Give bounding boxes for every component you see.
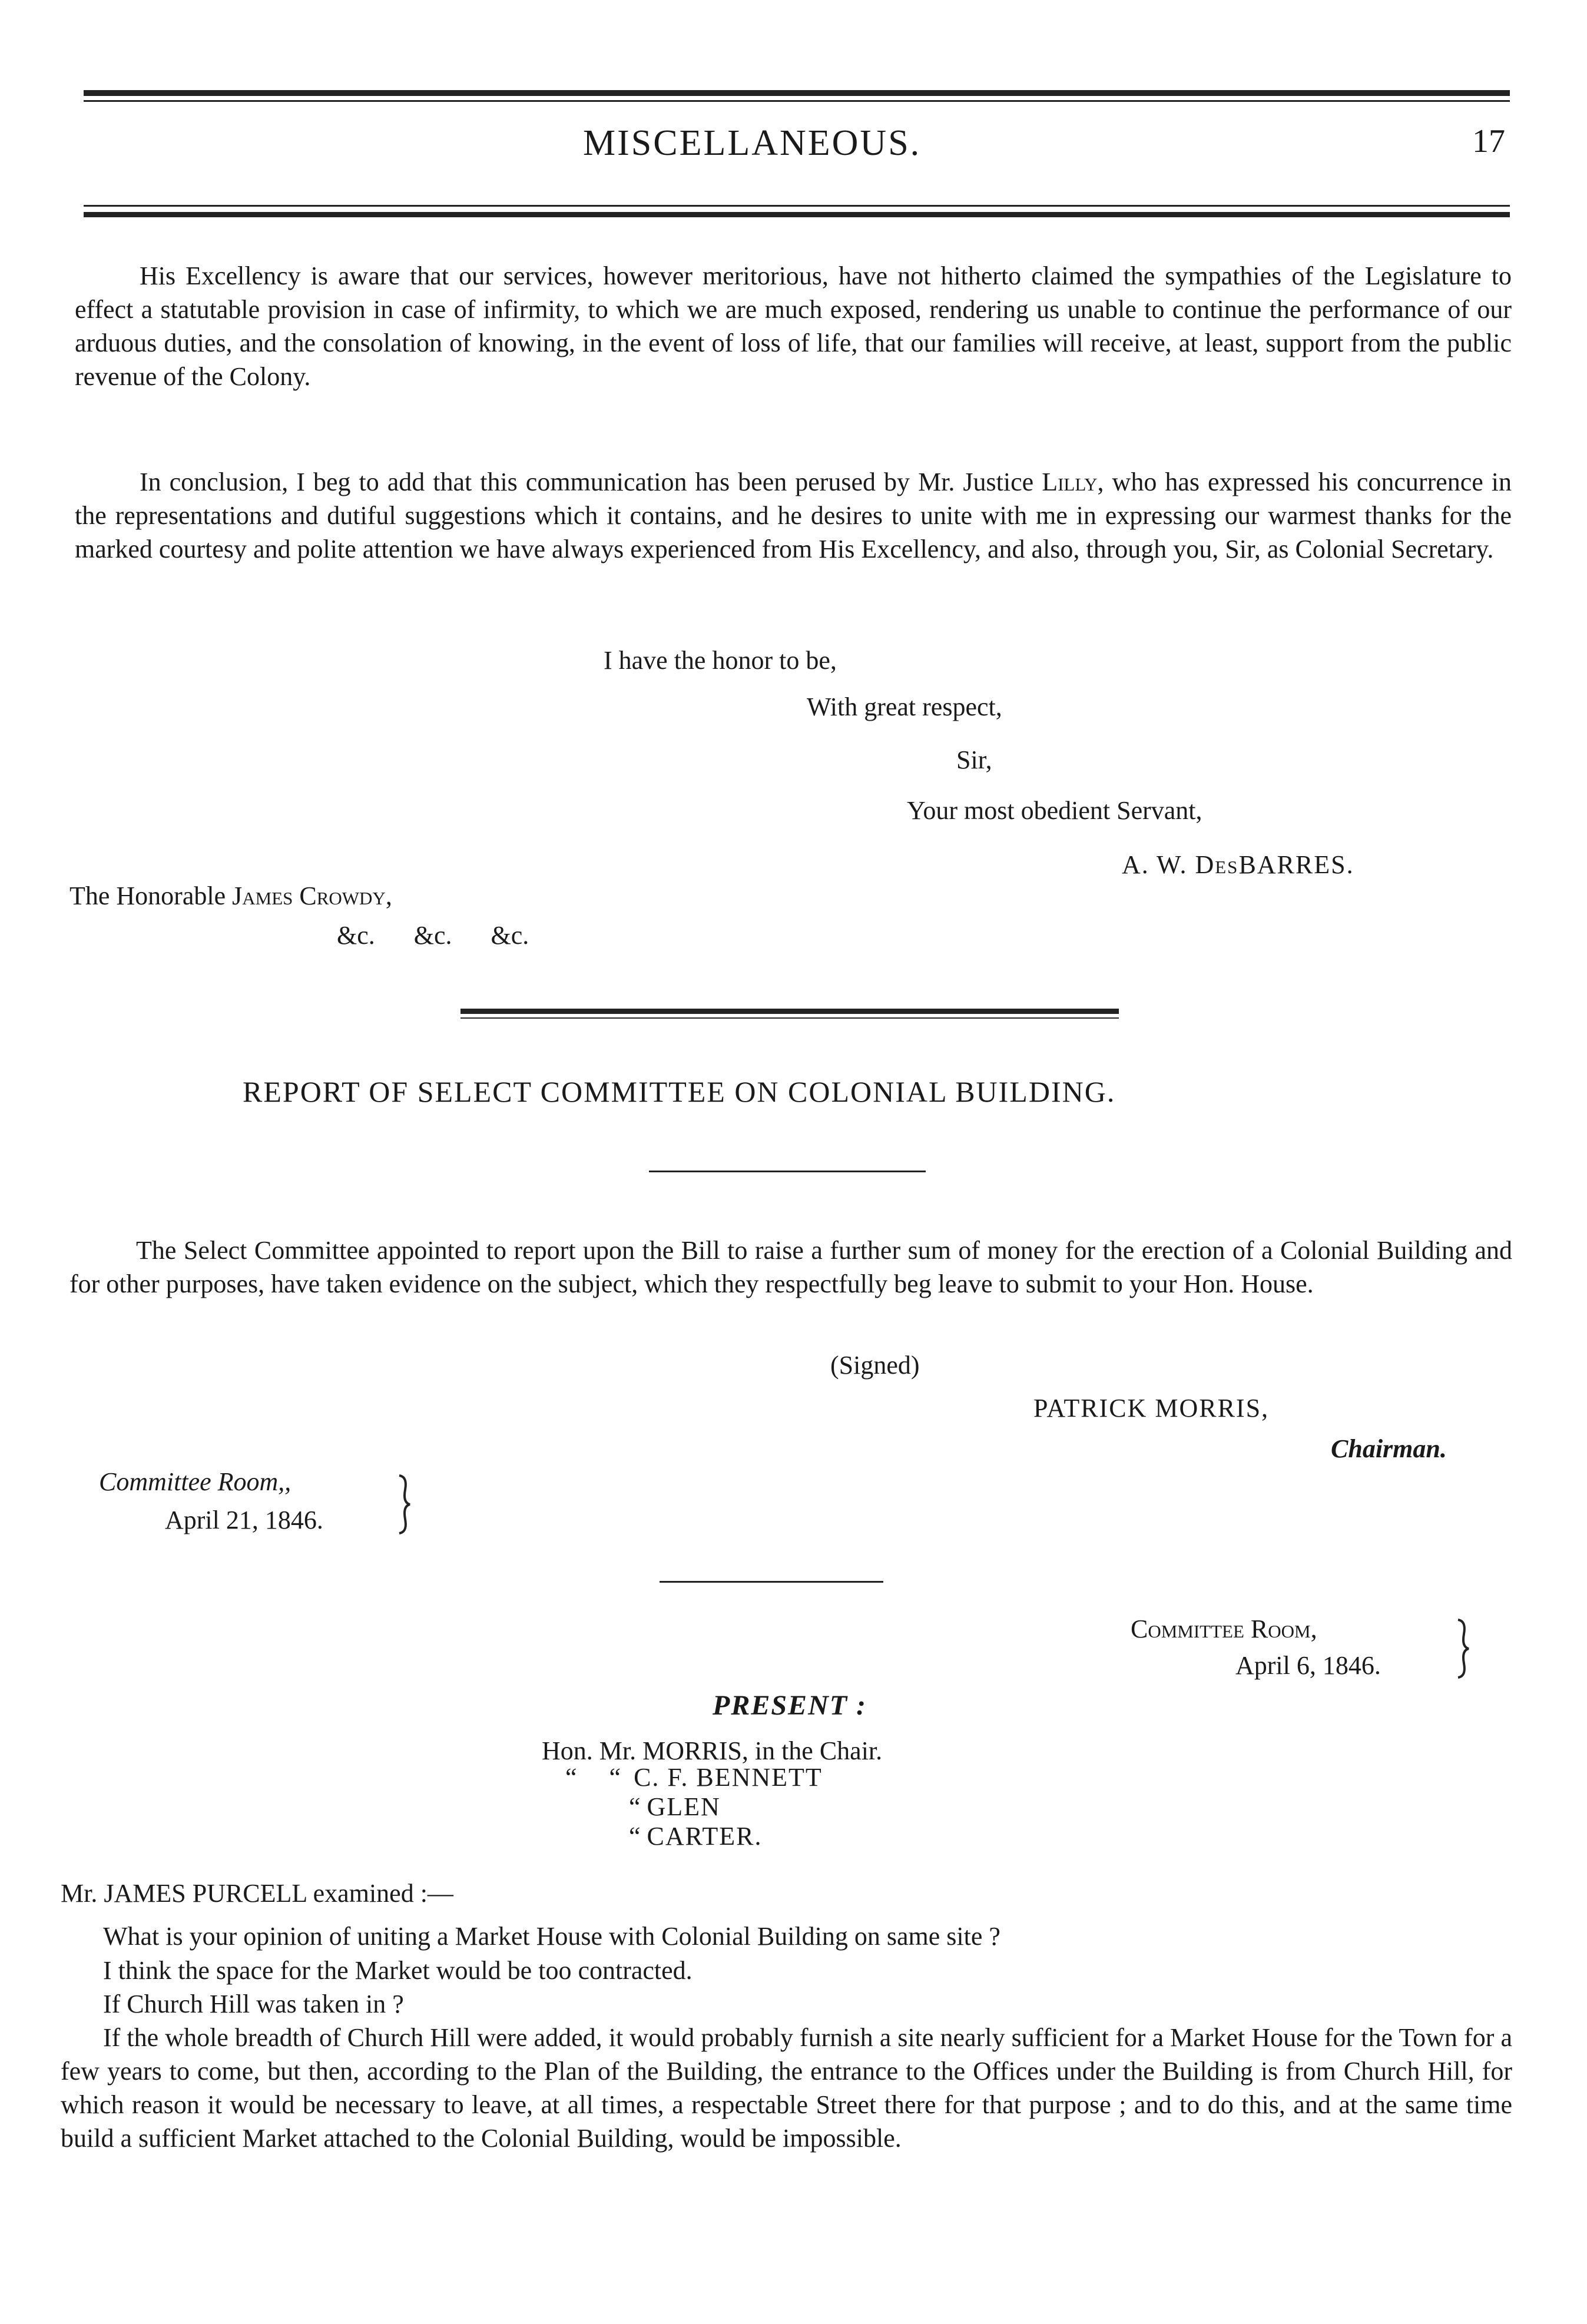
top-rule-thick	[84, 90, 1510, 96]
answer-1: I think the space for the Market would be too contracted.	[103, 1956, 693, 1985]
letter-paragraph-2	[75, 465, 1512, 566]
minutes-divider	[660, 1581, 883, 1583]
report-date-brace	[396, 1472, 413, 1537]
report-signer: PATRICK MORRIS,	[1033, 1394, 1270, 1423]
closing-line-2: With great respect,	[807, 692, 1002, 721]
section-divider-thick	[460, 1009, 1119, 1014]
answer-2: If the whole breadth of Church Hill were added, it would probably furnish a site nearly sufficient for a Market House for the Town for a few years to come, but then, according to the Plan of the Building, the entrance to the Offices under the Building is from Church Hill, for which reason it would be necessary to leave, at all times, a respectable Street there for that purpose ; and to do this, and at the same time build a sufficient Market attached to the Colonial Building, would be impossible.	[61, 2023, 1512, 2153]
closing-line-4: Your most obedient Servant,	[907, 796, 1202, 825]
present-member-4: “ CARTER.	[629, 1822, 763, 1851]
addressee: The Honorable James Crowdy,	[69, 881, 392, 910]
header-rule-thin	[84, 205, 1510, 207]
justice-name: Lilly	[1042, 468, 1098, 496]
report-body: The Select Committee appointed to report upon the Bill to raise a further sum of money for the erection of a Colonial Building and for other purposes, have taken evidence on the subject, which they respectfully beg leave to submit to your Hon. House.	[69, 1236, 1512, 1298]
letter-signature: A. W. DesBARRES.	[1122, 850, 1354, 879]
minutes-room: Committee Room,	[1131, 1614, 1317, 1643]
present-member-2: “ “ C. F. BENNETT	[565, 1763, 823, 1792]
top-rule-thin	[84, 100, 1510, 102]
page-title: MISCELLANEOUS.	[583, 123, 922, 163]
report-heading-underline	[649, 1171, 926, 1172]
report-heading: REPORT OF SELECT COMMITTEE ON COLONIAL BUILDING.	[243, 1075, 1116, 1108]
question-1: What is your opinion of uniting a Market House with Colonial Building on same site ?	[103, 1922, 1000, 1951]
paragraph-2-end: , who has expressed his concurrence in the representations and dutiful suggestions which it contains, and he desires to unite with me in expressing our warmest thanks for the marked courtesy and polite attention we have always experienced from His Excellency, and also, through you, Sir, as Colonial Secretary.	[75, 468, 1512, 563]
closing-line-3: Sir,	[956, 745, 992, 774]
present-member-1: Hon. Mr. MORRIS, in the Chair.	[542, 1736, 883, 1765]
closing-line-1: I have the honor to be,	[604, 646, 837, 675]
report-signed: (Signed)	[830, 1351, 920, 1380]
report-date: April 21, 1846.	[165, 1506, 323, 1534]
letter-paragraph-1: His Excellency is aware that our services, however meritorious, have not hitherto claimed the sympathies of the Legislature to effect a statutable provision in case of infirmity, to which we are much exposed, rendering us unable to continue the performance of our arduous duties, and the consolation of knowing, in the event of loss of life, that our families will receive, at least, support from the public revenue of the Colony.	[75, 261, 1512, 391]
report-signer-title: Chairman.	[1331, 1434, 1447, 1463]
page-number: 17	[1472, 123, 1505, 160]
witness-line: Mr. JAMES PURCELL examined :—	[61, 1879, 453, 1908]
question-2: If Church Hill was taken in ?	[103, 1990, 404, 2018]
paragraph-2-start: In conclusion, I beg to add that this communication has been perused by Mr. Justice	[140, 468, 1034, 496]
header-rule-thick	[84, 212, 1510, 217]
addressee-etc: &c. &c. &c.	[337, 921, 529, 950]
section-divider-thin	[460, 1017, 1119, 1019]
present-heading: PRESENT :	[713, 1690, 867, 1721]
present-member-3: “ GLEN	[629, 1792, 721, 1821]
minutes-date: April 6, 1846.	[1235, 1651, 1381, 1680]
report-room: Committee Room,,	[99, 1467, 291, 1496]
minutes-date-brace	[1455, 1616, 1472, 1681]
